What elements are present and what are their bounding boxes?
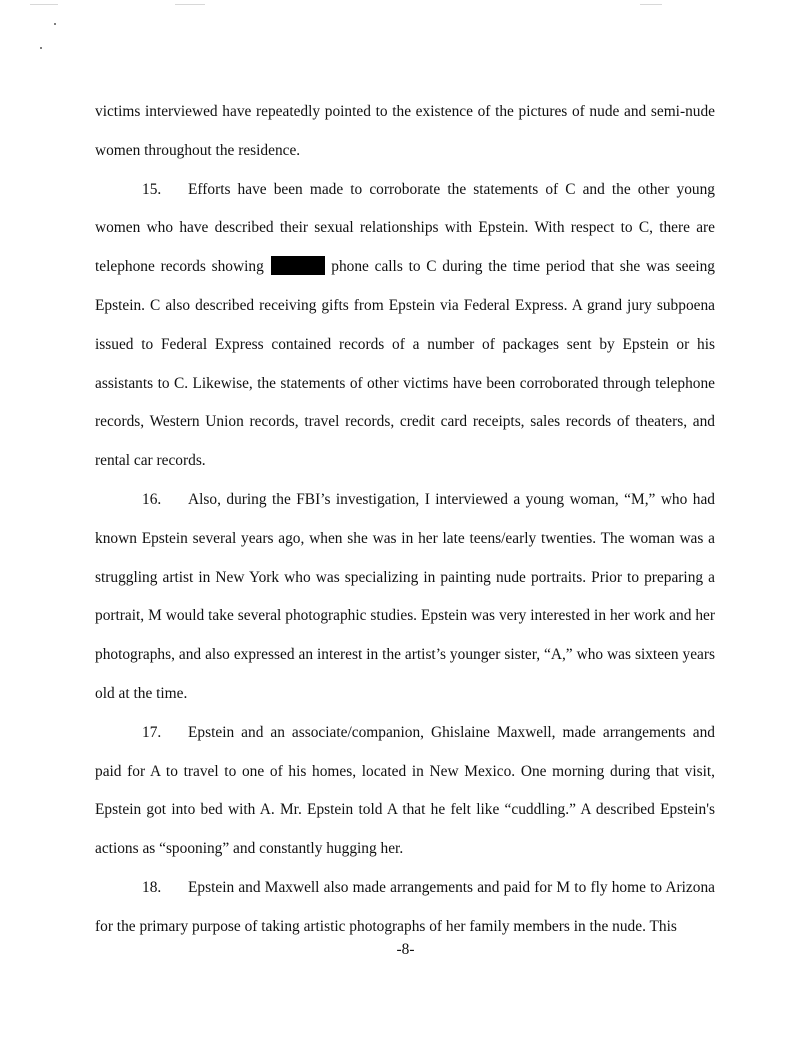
scan-artifact	[640, 4, 662, 5]
paragraph-text: Also, during the FBI’s investigation, I interviewed a young woman, “M,” who had known Epstein several years ago, when she was in her late teens/early twenties. The woman was a struggling artist in New York who was specializing in painting nude portraits. Prior to preparing a portrait, M would take several photographic studies. Epstein was very interested in her work and her photographs, and also expressed an interest in the artist’s younger sister, “A,” who was sixteen years old at the time.	[95, 490, 715, 702]
paragraph-number: 15.	[142, 180, 162, 198]
continuation-line: women throughout the residence.	[95, 141, 301, 159]
continuation-line: victims interviewed have repeatedly pointed to the existence of the pictures of nude and semi-nude	[95, 103, 715, 120]
paragraph-number: 17.	[142, 723, 162, 741]
scan-artifact	[175, 4, 205, 5]
paragraph-15	[95, 171, 715, 481]
paragraph-number: 18.	[142, 878, 162, 896]
paragraph-16	[95, 481, 715, 714]
continuation-paragraph	[95, 93, 715, 171]
paragraph-text: Epstein and an associate/companion, Ghislaine Maxwell, made arrangements and paid for A to travel to one of his homes, located in New Mexico. One morning during that visit, Epstein got into bed with A. Mr. Epstein told A that he felt like “cuddling.” A described Epstein's actions as “spooning” and constantly hugging her.	[95, 723, 715, 858]
scan-speck	[40, 47, 42, 49]
paragraph-text: Efforts have been made to corroborate the statements of C and the other young women who have described their sexual relationships with Epstein. With respect to C, there are telephone records showing	[95, 180, 715, 276]
paragraph-17	[95, 714, 715, 869]
page-number: -8-	[396, 941, 415, 958]
paragraph-text: phone calls to C during the time period that she was seeing Epstein. C also described receiving gifts from Epstein via Federal Express. A grand jury subpoena issued to Federal Express contained records of a number of packages sent by Epstein or his assistants to C. Likewise, the statements of other victims have been corroborated through telephone records, Western Union records, travel records, credit card receipts, sales records of theaters, and rental car records.	[95, 258, 715, 470]
document-body	[95, 93, 715, 947]
paragraph-18	[95, 869, 715, 947]
scan-artifact	[30, 4, 58, 5]
paragraph-number: 16.	[142, 490, 162, 508]
scan-speck	[54, 23, 56, 25]
paragraph-text: Epstein and Maxwell also made arrangements and paid for M to fly home to Arizona for the primary purpose of taking artistic photographs of her family members in the nude. This	[95, 878, 715, 935]
redaction-block	[271, 256, 325, 275]
